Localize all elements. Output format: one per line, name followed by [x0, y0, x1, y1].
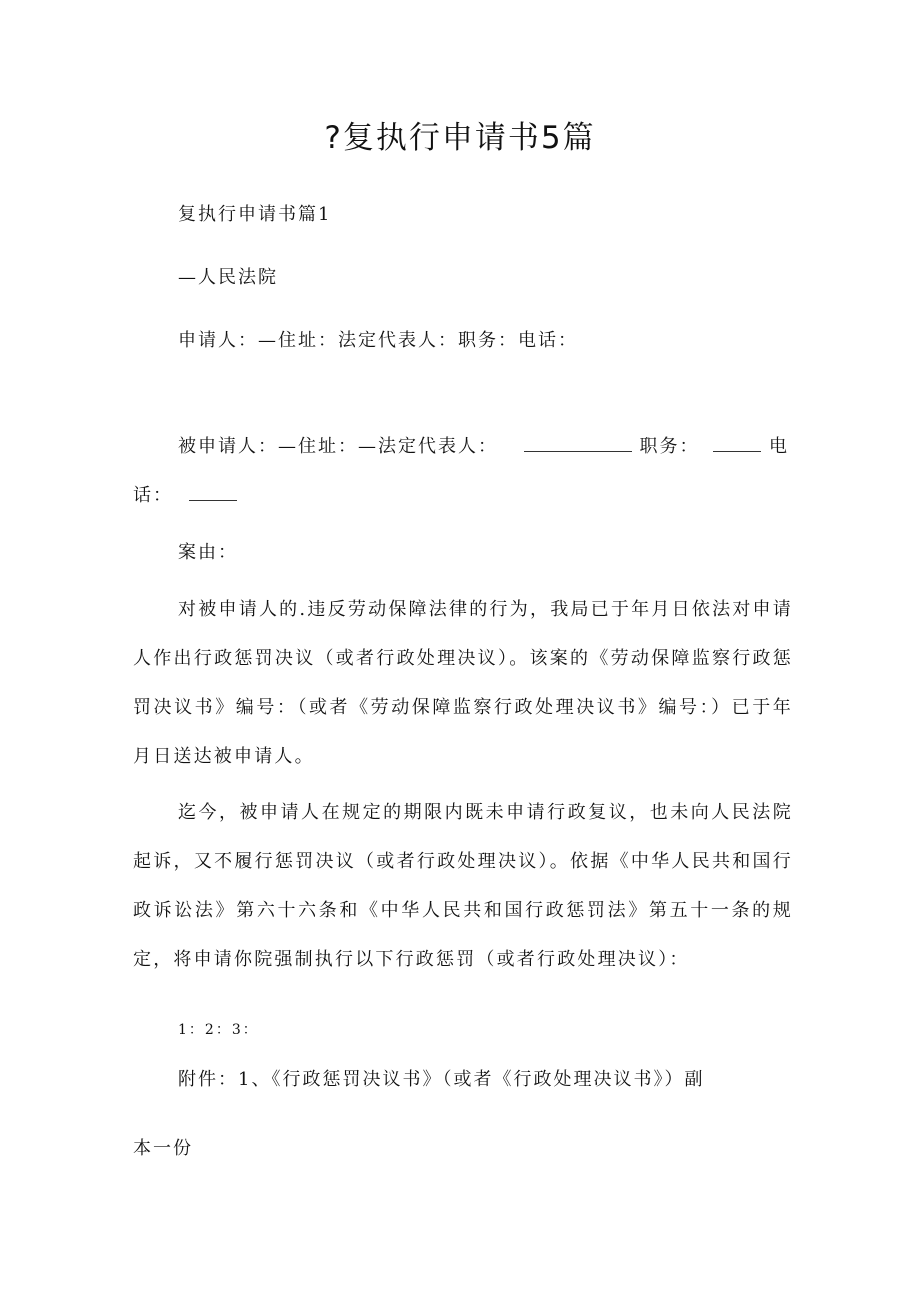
document-title: ?复执行申请书5篇: [324, 120, 596, 156]
items-list: 1：2：3：: [178, 1022, 259, 1038]
phone-blank: [189, 482, 237, 501]
court-name: —人民法院: [178, 267, 278, 288]
paragraph-1: 对被申请人的.违反劳动保障法律的行为，我局已于年月日依法对申请人作出行政惩罚决议（或者行政处理决议）。该案的《劳动保障监察行政惩罚决议书》编号：（或者《劳动保障监察行政处理决议书》编号：）已于年月日送达被申请人。: [133, 599, 793, 767]
case-reason-label: 案由：: [178, 542, 238, 563]
phone-label-start: 电: [768, 436, 789, 457]
position-label: 职务：: [639, 436, 700, 457]
paragraph-2: 迄今，被申请人在规定的期限内既未申请行政复议，也未向人民法院起诉，又不履行惩罚决议（或者行政处理决议）。依据《中华人民共和国行政诉讼法》第六十六条和《中华人民共和国行政惩罚法》第五十一条的规定，将申请你院强制执行以下行政惩罚（或者行政处理决议）：: [133, 802, 793, 970]
phone-label-end: 话：: [133, 485, 173, 506]
attachment-line: 附件：1、《行政惩罚决议书》（或者《行政处理决议书》）副: [178, 1069, 705, 1090]
respondent-line: [178, 433, 789, 460]
representative-blank: [524, 433, 632, 452]
attachment-continuation: 本一份: [133, 1138, 193, 1159]
respondent-phone-line: [133, 482, 237, 509]
respondent-label: 被申请人：—住址：—法定代表人：: [178, 436, 498, 457]
position-blank: [713, 433, 761, 452]
section-heading: 复执行申请书篇1: [178, 204, 332, 225]
applicant-line: 申请人：—住址：法定代表人：职务：电话：: [178, 330, 578, 351]
